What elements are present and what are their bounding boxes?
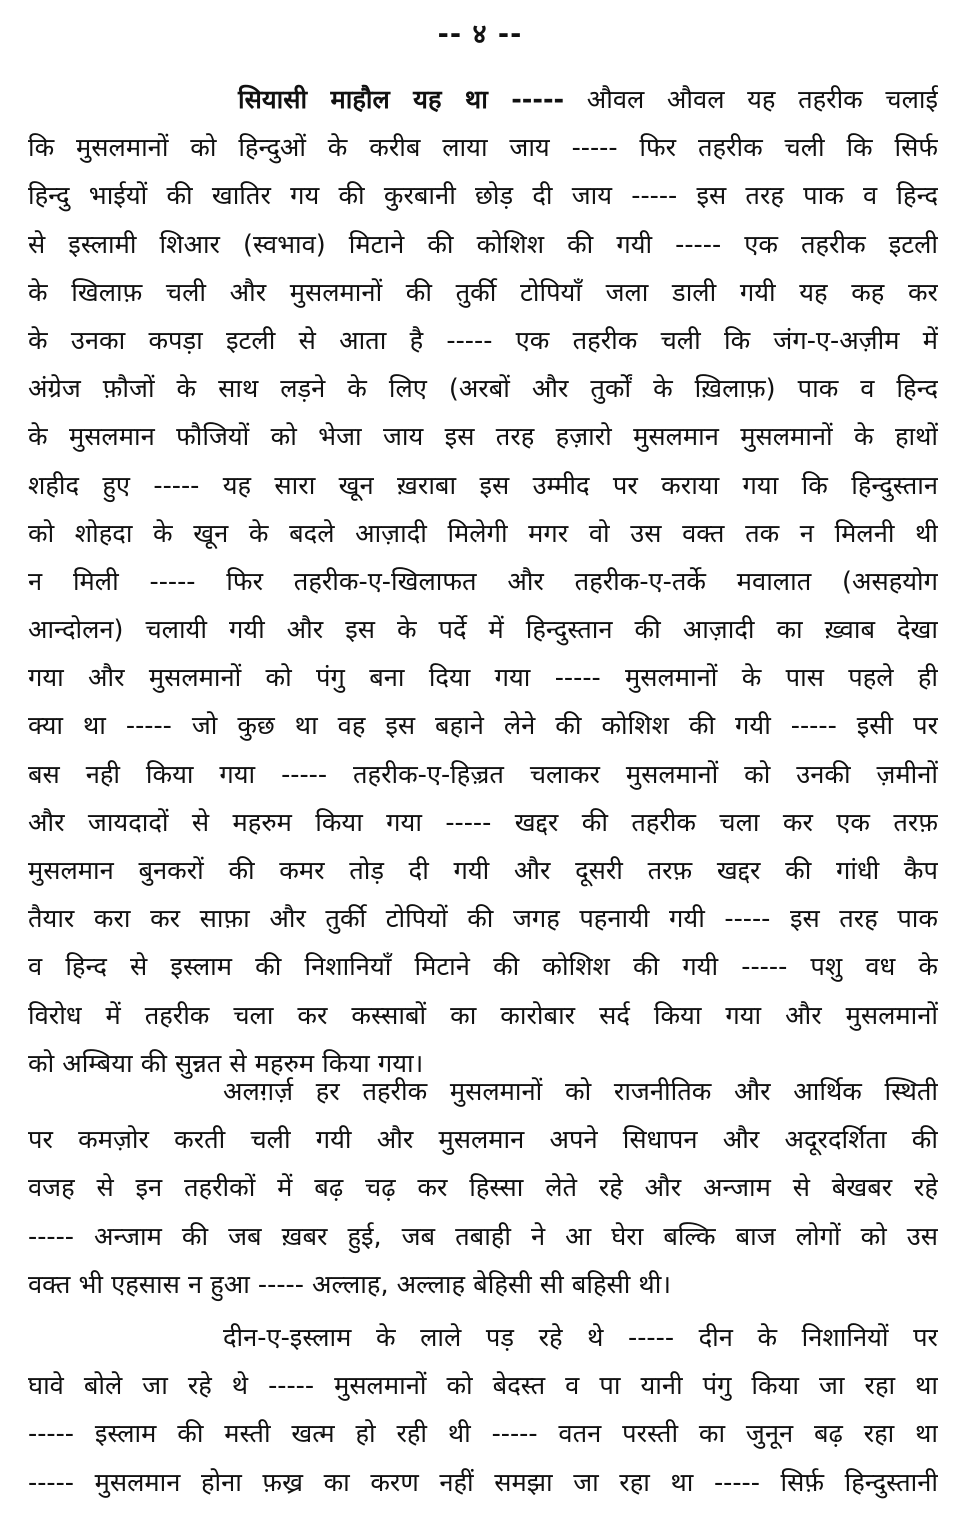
paragraph-line: ----- मुसलमान होना फ़ख्र का करण नहीं समझा जा रहा था ----- सिर्फ़ हिन्दुस्तानी (28, 1467, 938, 1498)
paragraph-line: मुसलमान बुनकरों की कमर तोड़ दी गयी और दूसरी तरफ़ खद्दर की गांधी कैप (28, 856, 938, 886)
paragraph-line: गया और मुसलमानों को पंगु बना दिया गया ----- मुसलमानों के पास पहले ही (28, 663, 938, 694)
paragraph-line: कि मुसलमानों को हिन्दुओं के करीब लाया जाय ----- फिर तहरीक चली कि सिर्फ (28, 133, 938, 164)
paragraph-line: आन्दोलन) चलायी गयी और इस के पर्दे में हिन्दुस्तान की आज़ादी का ख़्वाब देखा (28, 615, 938, 646)
paragraph-line: व हिन्द से इस्लाम की निशानियाँ मिटाने की कोशिश की गयी ----- पशु वध के (28, 952, 938, 983)
paragraph-line: को शोहदा के खून के बदले आज़ादी मिलेगी मगर वो उस वक्त तक न मिलनी थी (28, 518, 938, 549)
paragraph-line: अलग़र्ज़ हर तहरीक मुसलमानों को राजनीतिक और आर्थिक स्थिती (223, 1077, 938, 1107)
paragraph-line: के मुसलमान फौजियों को भेजा जाय इस तरह हज़ारो मुसलमान मुसलमानों के हाथों (28, 422, 938, 453)
paragraph-line: बस नही किया गया ----- तहरीक-ए-हिज़्रत चलाकर मुसलमानों को उनकी ज़मीनों (28, 759, 938, 790)
paragraph-line: न मिली ----- फिर तहरीक-ए-खिलाफत और तहरीक-ए-तर्के मवालात (असहयोग (28, 566, 938, 597)
paragraph-line: ----- इस्लाम की मस्ती खत्म हो रही थी ----- वतन परस्ती का जुनून बढ़ रहा था (28, 1419, 938, 1450)
paragraph-line: वजह से इन तहरीकों में बढ़ चढ़ कर हिस्सा लेते रहे और अन्जाम से बेखबर रहे (28, 1173, 938, 1204)
paragraph-line: अंग्रेज फ़ौजों के साथ लड़ने के लिए (अरबों और तुर्कों के ख़िलाफ़) पाक व हिन्द (28, 374, 938, 405)
paragraph-lead: सियासी माहौल यह था ----- (238, 85, 565, 115)
page-number: -- ४ -- (437, 19, 523, 50)
paragraph-line: ----- अन्जाम की जब ख़बर हुई, जब तबाही ने आ घेरा बल्कि बाज लोगों को उस (28, 1221, 938, 1252)
paragraph-line: के उनका कपड़ा इटली से आता है ----- एक तहरीक चली कि जंग-ए-अज़ीम में (28, 325, 938, 356)
paragraph-line: घावे बोले जा रहे थे ----- मुसलमानों को बेदस्त व पा यानी पंगु किया जा रहा था (28, 1371, 938, 1402)
paragraph-line: दीन-ए-इस्लाम के लाले पड़ रहे थे ----- दीन के निशानियों पर (223, 1323, 938, 1353)
paragraph-line: को अम्बिया की सुन्नत से महरुम किया गया। (28, 1048, 424, 1079)
paragraph-line: तैयार करा कर साफ़ा और तुर्की टोपियों की जगह पहनायी गयी ----- इस तरह पाक (28, 904, 938, 935)
paragraph-line: शहीद हुए ----- यह सारा खून ख़राबा इस उम्मीद पर कराया गया कि हिन्दुस्तान (28, 470, 938, 501)
paragraph-3 (28, 1314, 938, 1507)
paragraph-2 (28, 1068, 938, 1309)
paragraph-line: पर कमज़ोर करती चली गयी और मुसलमान अपने सिधापन और अदूरदर्शिता की (28, 1125, 938, 1156)
paragraph-line: सियासी माहौल यह था ----- औवल औवल यह तहरीक चलाई (238, 85, 938, 115)
paragraph-1 (28, 76, 938, 1088)
paragraph-line: और जायदादों से महरुम किया गया ----- खद्दर की तहरीक चला कर एक तरफ़ (28, 807, 938, 838)
paragraph-line: के खिलाफ़ चली और मुसलमानों की तुर्की टोपियाँ जला डाली गयी यह कह कर (28, 277, 938, 308)
paragraph-line: वक्त भी एहसास न हुआ ----- अल्लाह, अल्लाह बेहिसी सी बहिसी थी। (28, 1269, 672, 1300)
paragraph-line: विरोध में तहरीक चला कर कस्साबों का कारोबार सर्द किया गया और मुसलमानों (28, 1000, 938, 1031)
paragraph-line: क्या था ----- जो कुछ था वह इस बहाने लेने की कोशिश की गयी ----- इसी पर (28, 711, 938, 742)
paragraph-line: हिन्दु भाईयों की खातिर गय की कुरबानी छोड़ दी जाय ----- इस तरह पाक व हिन्द (28, 181, 938, 212)
paragraph-line: से इस्लामी शिआर (स्वभाव) मिटाने की कोशिश की गयी ----- एक तहरीक इटली (28, 229, 938, 260)
